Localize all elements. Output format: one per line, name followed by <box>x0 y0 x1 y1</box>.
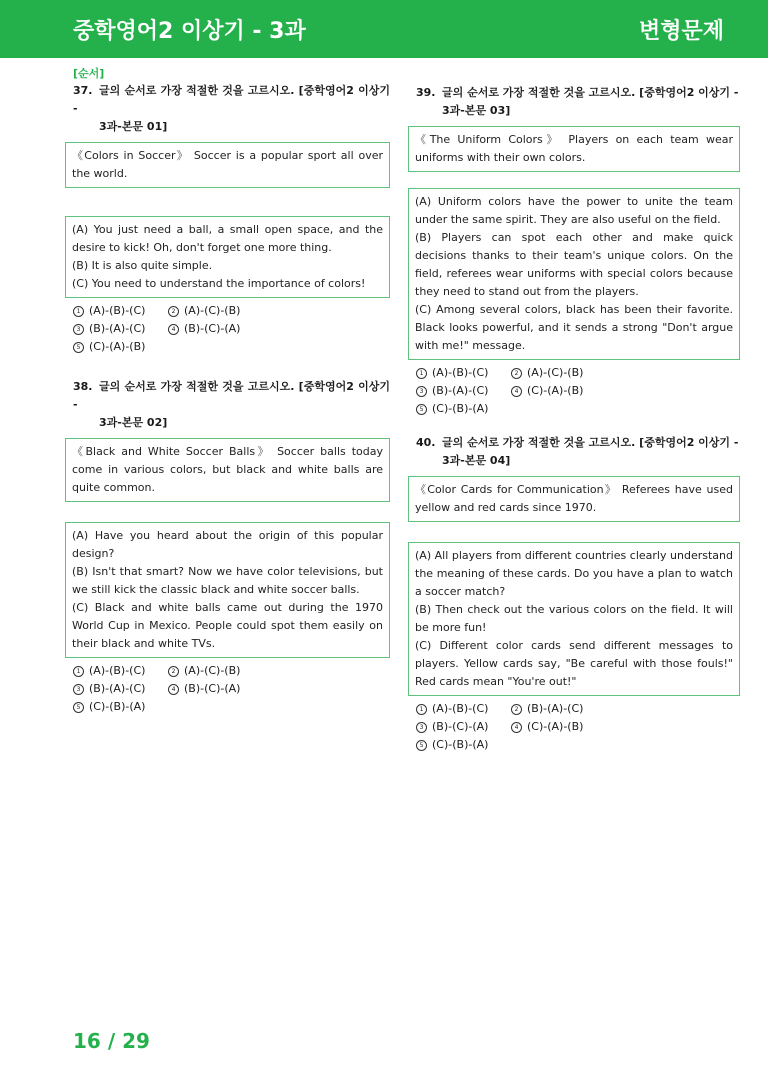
option-4[interactable]: 4 (B)-(C)-(A) <box>168 320 263 338</box>
question-39 <box>408 84 740 418</box>
option-4[interactable]: 4 (B)-(C)-(A) <box>168 680 263 698</box>
option-5[interactable]: 5 (C)-(B)-(A) <box>73 698 168 716</box>
category-label: [순서] <box>73 67 105 80</box>
passage-intro-box: 《Colors in Soccer》 Soccer is a popular sport all over the world. <box>65 142 390 188</box>
option-1[interactable]: 1 (A)-(B)-(C) <box>416 700 511 718</box>
passage-parts-box: (A) Have you heard about the origin of this popular design? (B) Isn't that smart? Now we have color televisions, but we still kick the classic black and white soccer balls. (C) Black and white balls came out during the 1970 World Cup in Mexico. People could spot them easily on their black and white TVs. <box>65 522 390 658</box>
circled-number-icon: 5 <box>73 702 84 713</box>
header-title: 중학영어2 이상기 - 3과 <box>73 19 306 44</box>
circled-number-icon: 1 <box>416 704 427 715</box>
option-5[interactable]: 5 (C)-(B)-(A) <box>416 400 511 418</box>
circled-number-icon: 5 <box>416 740 427 751</box>
question-number: 40. <box>416 436 436 449</box>
passage-intro-box: 《The Uniform Colors》 Players on each team wear uniforms with their own colors. <box>408 126 740 172</box>
answer-options <box>416 364 740 418</box>
option-3[interactable]: 3 (B)-(C)-(A) <box>416 718 511 736</box>
question-prompt: 40. 글의 순서로 가장 적절한 것을 고르시오. [중학영어2 이상기 - 3과-본문 04] <box>416 436 739 467</box>
option-5[interactable]: 5 (C)-(A)-(B) <box>73 338 168 356</box>
question-37 <box>65 82 390 356</box>
right-column <box>408 84 740 754</box>
page-number <box>73 1029 150 1053</box>
page-header <box>0 0 768 58</box>
circled-number-icon: 2 <box>511 704 522 715</box>
option-4[interactable]: 4 (C)-(A)-(B) <box>511 718 606 736</box>
circled-number-icon: 5 <box>73 342 84 353</box>
option-1[interactable]: 1 (A)-(B)-(C) <box>73 302 168 320</box>
option-2[interactable]: 2 (A)-(C)-(B) <box>168 302 263 320</box>
answer-options <box>73 302 390 356</box>
option-1[interactable]: 1 (A)-(B)-(C) <box>416 364 511 382</box>
total-pages: 29 <box>122 1029 150 1053</box>
passage-parts-box: (A) All players from different countries clearly understand the meaning of these cards. Do you have a plan to watch a soccer match? (B) Then check out the various colors on the field. It will be more fun! (C) Different color cards send different messages to players. Yellow cards say, "Be careful with those fouls!" Red cards mean "You're out!" <box>408 542 740 696</box>
current-page: 16 <box>73 1029 101 1053</box>
circled-number-icon: 3 <box>73 684 84 695</box>
answer-options <box>416 700 740 754</box>
answer-options <box>73 662 390 716</box>
circled-number-icon: 4 <box>168 324 179 335</box>
question-number: 37. <box>73 84 93 97</box>
passage-intro-box: 《Black and White Soccer Balls》 Soccer balls today come in various colors, but black and white balls are quite common. <box>65 438 390 502</box>
option-3[interactable]: 3 (B)-(A)-(C) <box>416 382 511 400</box>
question-38 <box>65 378 390 716</box>
circled-number-icon: 5 <box>416 404 427 415</box>
option-1[interactable]: 1 (A)-(B)-(C) <box>73 662 168 680</box>
circled-number-icon: 2 <box>168 306 179 317</box>
circled-number-icon: 3 <box>416 722 427 733</box>
question-number: 39. <box>416 86 436 99</box>
question-prompt: 39. 글의 순서로 가장 적절한 것을 고르시오. [중학영어2 이상기 - 3과-본문 03] <box>416 86 739 117</box>
option-3[interactable]: 3 (B)-(A)-(C) <box>73 320 168 338</box>
circled-number-icon: 4 <box>511 386 522 397</box>
question-prompt: 37. 글의 순서로 가장 적절한 것을 고르시오. [중학영어2 이상기 - 3과-본문 01] <box>73 84 390 133</box>
option-4[interactable]: 4 (C)-(A)-(B) <box>511 382 606 400</box>
passage-parts-box: (A) Uniform colors have the power to unite the team under the same spirit. They are also useful on the field. (B) Players can spot each other and make quick decisions thanks to their team's unique colors. On the field, referees wear uniforms with special colors because they need to stand out from the players. (C) Among several colors, black has been their favorite. Black looks powerful, and it sends a strong "Don't argue with me!" message. <box>408 188 740 360</box>
passage-intro-box: 《Color Cards for Communication》 Referees have used yellow and red cards since 1970. <box>408 476 740 522</box>
question-prompt: 38. 글의 순서로 가장 적절한 것을 고르시오. [중학영어2 이상기 - 3과-본문 02] <box>73 380 390 429</box>
passage-parts-box: (A) You just need a ball, a small open space, and the desire to kick! Oh, don't forget one more thing. (B) It is also quite simple. (C) You need to understand the importance of colors! <box>65 216 390 298</box>
question-number: 38. <box>73 380 93 393</box>
page-separator: / <box>107 1029 116 1053</box>
circled-number-icon: 3 <box>416 386 427 397</box>
option-5[interactable]: 5 (C)-(B)-(A) <box>416 736 511 754</box>
header-section-label: 변형문제 <box>638 19 724 44</box>
circled-number-icon: 2 <box>511 368 522 379</box>
circled-number-icon: 2 <box>168 666 179 677</box>
question-40 <box>408 434 740 754</box>
circled-number-icon: 3 <box>73 324 84 335</box>
circled-number-icon: 1 <box>416 368 427 379</box>
circled-number-icon: 4 <box>168 684 179 695</box>
circled-number-icon: 1 <box>73 666 84 677</box>
option-2[interactable]: 2 (B)-(A)-(C) <box>511 700 606 718</box>
option-2[interactable]: 2 (A)-(C)-(B) <box>168 662 263 680</box>
option-2[interactable]: 2 (A)-(C)-(B) <box>511 364 606 382</box>
circled-number-icon: 4 <box>511 722 522 733</box>
option-3[interactable]: 3 (B)-(A)-(C) <box>73 680 168 698</box>
left-column <box>65 66 390 716</box>
circled-number-icon: 1 <box>73 306 84 317</box>
